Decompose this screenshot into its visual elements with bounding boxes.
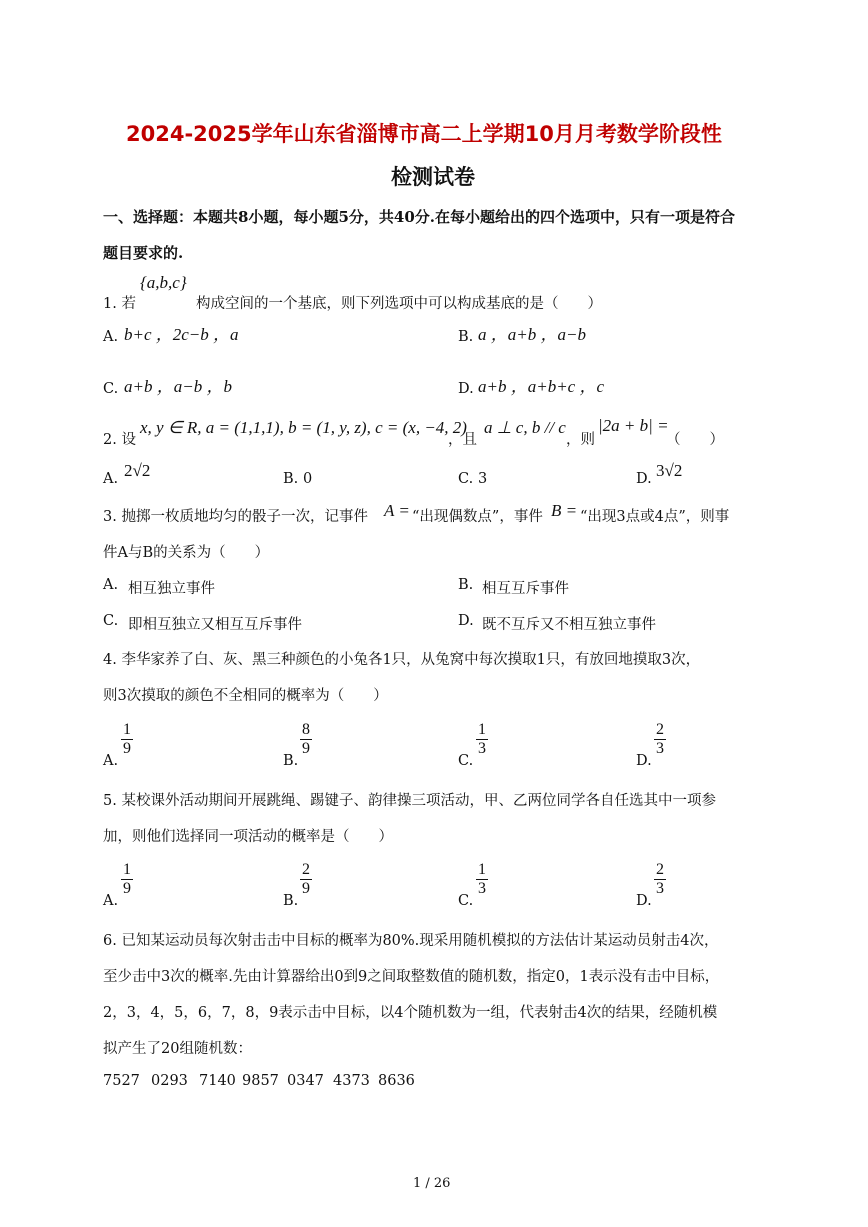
q1-option-c: a+b ，a−b ，b [124,377,232,396]
q2-number: 2. 设 [103,432,136,448]
q6-line2: 至少击中3次的概率.先由计算器给出0到9之间取整数值的随机数，指定0，1表示没有击中目标， [103,969,720,985]
q5-option-a-label: A. [103,893,119,909]
q5-option-d-fraction [654,861,666,898]
q4-option-a-fraction [121,721,133,758]
random-number: 7140 [199,1073,236,1089]
random-number: 0293 [151,1073,188,1089]
q1-option-b: a ，a+b ，a−b [478,325,586,344]
q2-option-d: 3√2 [656,461,683,480]
q6-line4: 拟产生了20组随机数： [103,1041,252,1057]
numerator: 8 [302,721,310,738]
random-number: 0347 [287,1073,324,1089]
q2-option-c: 3 [478,471,488,487]
q3-option-d-label: D. [458,613,474,629]
q1-number: 1. 若 [103,296,136,312]
q1-option-d: a+b ，a+b+c ，c [478,377,605,396]
page-number: 1 / 26 [413,1176,451,1191]
q2-conditions: x, y ∈ R, a = (1,1,1), b = (1, y, z), c = (x, −4, 2) [140,418,467,437]
q5-option-b-fraction [300,861,312,898]
q2-then: ，则 [566,432,595,448]
doc-title-line2: 检测试卷 [391,165,475,189]
q4-option-b-fraction [300,721,312,758]
q3-option-d: 既不互斥又不相互独立事件 [482,617,656,633]
q3-line1-c: “出现3点或4点”，则事 [580,509,730,525]
q4-line1: 4. 李华家养了白、灰、黑三种颜色的小兔各1只，从兔窝中每次摸取1只，有放回地摸取3次， [103,652,701,668]
q4-option-c-fraction [476,721,488,758]
numerator: 1 [123,861,131,878]
q2-option-c-label: C. [458,471,474,487]
q2-ask: |2a + b| = [598,416,669,435]
q3-line1-b: “出现偶数点”，事件 [412,509,543,525]
denominator: 9 [302,740,310,757]
q3-line2: 件A与B的关系为（ ） [103,545,270,561]
q2-option-a-label: A. [103,471,119,487]
q2-mid: ，且 [448,432,477,448]
q2-option-d-label: D. [636,471,652,487]
q1-text: 构成空间的一个基底，则下列选项中可以构成基底的是（ ） [196,296,602,312]
numerator: 1 [478,721,486,738]
q1-option-a: b+c ，2c−b ，a [124,325,239,344]
q3-option-c-label: C. [103,613,119,629]
q3-option-a-label: A. [103,577,119,593]
section-heading-cont: 题目要求的. [103,244,184,262]
q3-option-b-label: B. [458,577,474,593]
q5-option-b-label: B. [283,893,299,909]
q2-option-b-label: B. [283,471,299,487]
section-heading: 一、选择题：本题共8小题，每小题5分，共40分.在每小题给出的四个选项中，只有一项是符合 [103,208,735,226]
q1-option-b-label: B. [458,329,474,345]
numerator: 1 [478,861,486,878]
q3-option-b: 相互互斥事件 [482,581,569,597]
numerator: 2 [656,721,664,738]
denominator: 3 [656,740,664,757]
q2-option-a: 2√2 [124,461,151,480]
random-number: 8636 [378,1073,415,1089]
denominator: 3 [478,740,486,757]
q4-option-a-label: A. [103,753,119,769]
denominator: 9 [302,880,310,897]
q5-line2: 加，则他们选择同一项活动的概率是（ ） [103,829,393,845]
q4-line2: 则3次摸取的颜色不全相同的概率为（ ） [103,688,388,704]
denominator: 9 [123,880,131,897]
q3-line1-a: 3. 抛掷一枚质地均匀的骰子一次，记事件 [103,509,368,525]
q3-event-a: A = [384,501,410,520]
random-number: 9857 [242,1073,279,1089]
q3-option-a: 相互独立事件 [128,581,215,597]
random-number: 4373 [333,1073,370,1089]
numerator: 2 [302,861,310,878]
numerator: 2 [656,861,664,878]
q5-option-c-label: C. [458,893,474,909]
q4-option-d-label: D. [636,753,652,769]
denominator: 3 [478,880,486,897]
doc-title-line1: 2024-2025学年山东省淄博市高二上学期10月月考数学阶段性 [126,122,722,146]
q2-option-b: 0 [303,471,313,487]
q1-option-d-label: D. [458,381,474,397]
q3-event-b: B = [551,501,578,520]
q6-line3: 2，3，4，5，6，7，8，9表示击中目标，以4个随机数为一组，代表射击4次的结果，经随机模 [103,1005,718,1021]
denominator: 3 [656,880,664,897]
q3-option-c: 即相互独立又相互互斥事件 [128,617,302,633]
denominator: 9 [123,740,131,757]
q1-option-c-label: C. [103,381,119,397]
q2-paren: （ ） [666,432,724,448]
q5-option-d-label: D. [636,893,652,909]
random-number: 7527 [103,1073,140,1089]
q4-option-d-fraction [654,721,666,758]
q5-option-c-fraction [476,861,488,898]
q4-option-c-label: C. [458,753,474,769]
q5-option-a-fraction [121,861,133,898]
q4-option-b-label: B. [283,753,299,769]
q6-line1: 6. 已知某运动员每次射击击中目标的概率为80%.现采用随机模拟的方法估计某运动员射击4次， [103,933,719,949]
q5-line1: 5. 某校课外活动期间开展跳绳、踢键子、韵律操三项活动，甲、乙两位同学各自任选其中一项参 [103,793,716,809]
q1-option-a-label: A. [103,329,119,345]
q2-conditions-2: a ⊥ c, b // c [484,418,566,437]
q1-set: {a,b,c} [140,273,187,292]
numerator: 1 [123,721,131,738]
